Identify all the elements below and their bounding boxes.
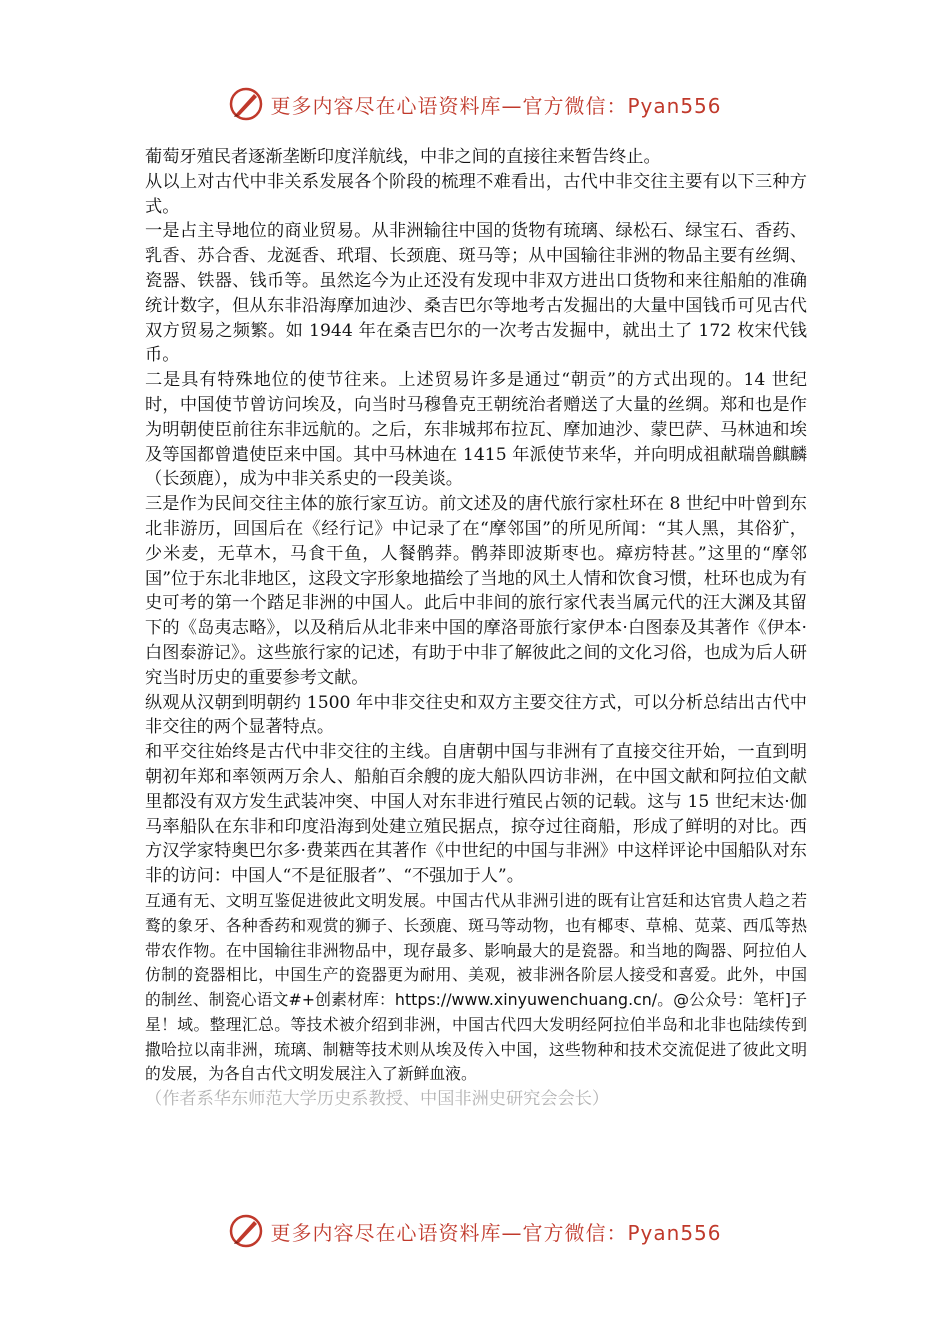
pen-logo-icon xyxy=(228,1213,264,1249)
author-note: （作者系华东师范大学历史系教授、中国非洲史研究会会长） xyxy=(145,1089,610,1110)
banner-text: 更多内容尽在心语资料库—官方微信：Pyan556 xyxy=(270,93,722,118)
header-watermark-banner xyxy=(0,84,950,124)
pen-logo-icon xyxy=(228,86,264,122)
paragraph-0: 葡萄牙殖民者逐渐垄断印度洋航线，中非之间的直接往来暂告终止。 xyxy=(145,147,661,167)
paragraph-7: 互通有无、文明互鉴促进彼此文明发展。中国古代从非洲引进的既有让宫廷和达官贵人趋之若鹜的象牙、各种香药和观赏的狮子、长颈鹿、斑马等动物，也有椰枣、草棉、苋菜、西瓜等热带农作物。在中国输往非洲物品中，现存最多、影响最大的是瓷器。和当地的陶器、阿拉伯人仿制的瓷器相比，中国生产的瓷器更为耐用、美观，被非洲各阶层人接受和喜爱。此外，中国的制丝、制瓷心语文#+创素材库：https://www.xinyuwenchuang.cn/。@公众号：笔杆]子星！域。整理汇总。等技术被介绍到非洲，中国古代四大发明经阿拉伯半岛和北非也陆续传到撒哈拉以南非洲，琉璃、制糖等技术则从埃及传入中国，这些物种和技术交流促进了彼此文明的发展，为各自古代文明发展注入了新鲜血液。 xyxy=(145,890,807,1084)
banner-text: 更多内容尽在心语资料库—官方微信：Pyan556 xyxy=(270,1220,722,1245)
article-body xyxy=(145,145,807,1112)
footer-watermark-banner xyxy=(0,1211,950,1251)
paragraph-2: 一是占主导地位的商业贸易。从非洲输往中国的货物有琉璃、绿松石、绿宝石、香药、乳香、苏合香、龙涎香、玳瑁、长颈鹿、斑马等；从中国输往非洲的物品主要有丝绸、瓷器、铁器、钱币等。虽然迄今为止还没有发现中非双方进出口货物和来往船舶的准确统计数字，但从东非沿海摩加迪沙、桑吉巴尔等地考古发掘出的大量中国钱币可见古代双方贸易之频繁。如 1944 年在桑吉巴尔的一次考古发掘中，就出土了 172 枚宋代钱币。 xyxy=(145,221,807,366)
paragraph-3: 二是具有特殊地位的使节往来。上述贸易许多是通过“朝贡”的方式出现的。14 世纪时，中国使节曾访问埃及，向当时马穆鲁克王朝统治者赠送了大量的丝绸。郑和也是作为明朝使臣前往东非远航的。之后，东非城邦布拉瓦、摩加迪沙、蒙巴萨、马林迪和埃及等国都曾遣使臣来中国。其中马林迪在 1415 年派使节来华，并向明成祖献瑞兽麒麟（长颈鹿），成为中非关系史的一段美谈。 xyxy=(145,370,807,490)
paragraph-1: 从以上对古代中非关系发展各个阶段的梳理不难看出，古代中非交往主要有以下三种方式。 xyxy=(145,171,807,217)
paragraph-6: 和平交往始终是古代中非交往的主线。自唐朝中国与非洲有了直接交往开始，一直到明朝初年郑和率领两万余人、船舶百余艘的庞大船队四访非洲，在中国文献和阿拉伯文献里都没有双方发生武装冲突、中国人对东非进行殖民占领的记载。这与 15 世纪末达·伽马率船队在东非和印度沿海到处建立殖民据点，掠夺过往商船，形成了鲜明的对比。西方汉学家特奥巴尔多·费莱西在其著作《中世纪的中国与非洲》中这样评论中国船队对东非的访问：中国人“不是征服者”、“不强加于人”。 xyxy=(145,742,807,887)
paragraph-5: 纵观从汉朝到明朝约 1500 年中非交往史和双方主要交往方式，可以分析总结出古代中非交往的两个显著特点。 xyxy=(145,692,807,738)
paragraph-4: 三是作为民间交往主体的旅行家互访。前文述及的唐代旅行家杜环在 8 世纪中叶曾到东北非游历，回国后在《经行记》中记录了在“摩邻国”的所见所闻：“其人黑，其俗犷，少米麦，无草木，马食干鱼，人餐鹘莽。鹘莽即波斯枣也。瘴疠特甚。”这里的“摩邻国”位于东北非地区，这段文字形象地描绘了当地的风土人情和饮食习惯，杜环也成为有史可考的第一个踏足非洲的中国人。此后中非间的旅行家代表当属元代的汪大渊及其留下的《岛夷志略》，以及稍后从北非来中国的摩洛哥旅行家伊本·白图泰及其著作《伊本·白图泰游记》。这些旅行家的记述，有助于中非了解彼此之间的文化习俗，也成为后人研究当时历史的重要参考文献。 xyxy=(145,494,807,688)
